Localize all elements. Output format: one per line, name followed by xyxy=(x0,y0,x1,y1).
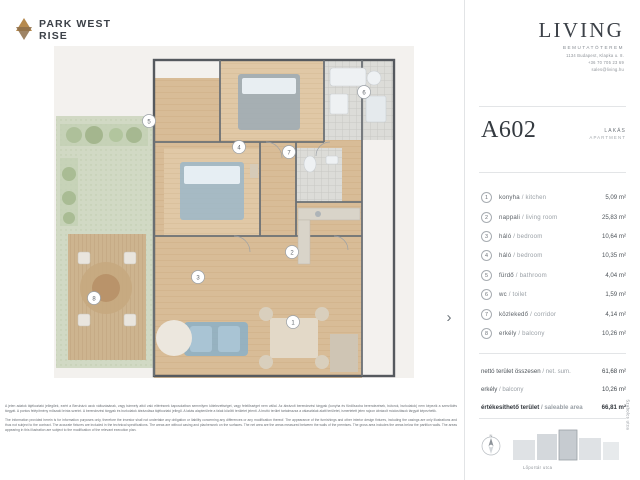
room-row xyxy=(481,266,626,285)
room-name-sep: / xyxy=(528,310,534,318)
room-name-sep: / xyxy=(511,232,518,240)
room-name xyxy=(499,194,605,201)
total-value: 66,81 m² xyxy=(601,403,626,411)
room-name xyxy=(499,272,605,279)
room-name-en: living room xyxy=(525,213,558,221)
svg-text:8: 8 xyxy=(92,296,96,303)
room-name-hu: háló xyxy=(499,232,512,240)
room-area: 1,59 m² xyxy=(605,291,626,299)
contact-phone[interactable]: +36 70 705 23 69 xyxy=(588,60,624,66)
total-row-net xyxy=(481,362,626,380)
floorplan-drawing xyxy=(34,38,430,388)
room-name xyxy=(499,233,602,240)
room-name-sep: / xyxy=(519,194,526,202)
room-name-hu: nappali xyxy=(499,213,521,221)
room-row xyxy=(481,324,626,343)
unit-label-group xyxy=(589,128,626,142)
svg-text:6: 6 xyxy=(362,90,366,97)
room-name xyxy=(499,214,602,221)
floorplan-svg xyxy=(34,38,430,388)
total-label-en: balcony xyxy=(502,385,524,393)
legal-text-hu: A jelen adatok tájékoztató jellegűek, ezért a Beruházó azok változásának, vagy bármely attól való eltérésnek kapcsolatban semmilyen kötelezettséget, vagy felelősséget nem vállal. Az ábrázolt berendezési tárgyak (konyha és fürdőszoba berendezések, bútorok, burkolatok) nem képezik a szerződés tárgyát. A pontos felépítmény műszaki leírás szerint. A berendezési tárgyak és burkolatok ábrázolása tájékoztató jellegű. A lakás alapterülete a falak közötti területet jelenti. A bruttó terület tartalmazza a válaszfalak alatti területet, ismertetett jelen rajzon ábrázolt módosítások tárgyát képezhetik. xyxy=(5,404,457,414)
room-name-en: balcony xyxy=(522,329,545,337)
room-name xyxy=(499,311,605,318)
svg-text:3: 3 xyxy=(196,275,200,282)
room-row xyxy=(481,304,626,323)
total-label-sep: / xyxy=(539,403,545,411)
total-label-hu: nettó terület összesen xyxy=(481,367,541,375)
room-area: 4,14 m² xyxy=(605,310,626,318)
unit-code: A602 xyxy=(481,117,537,143)
svg-text:1: 1 xyxy=(291,320,295,327)
total-value: 61,68 m² xyxy=(601,367,626,375)
contact-address: 1134 Budapest, Klapka u. 8. xyxy=(566,53,624,58)
legal-text-en: The information provided herein is for information purposes only, therefore the investor shall not undertake any obligation or liability concerning any differences or any modification thereof. The appearance of the furnishings and other interior design fixtures, including the casings are only illustrations and thus not subject to the contract. The accurate fixtures are included in the technical specifications. The areas are without casing and placherwork on the surfaces. The net area are the areas measured between the walls of the premises. The gross area includes the areas below the partition walls. The areas appearing in this illustration are subject to the modification of the relevant execution plan. xyxy=(5,418,457,433)
info-panel xyxy=(464,0,640,480)
room-name-hu: háló xyxy=(499,252,512,260)
room-list xyxy=(481,188,626,343)
total-row-saleable xyxy=(481,398,626,416)
divider-totals-top xyxy=(479,353,626,354)
street-label-right: Szabolcs utca xyxy=(626,399,631,430)
room-name-sep: / xyxy=(506,291,513,299)
room-name-sep: / xyxy=(511,252,518,260)
total-label-hu: értékesíthető terület xyxy=(481,403,540,411)
room-area: 25,83 m² xyxy=(601,213,626,221)
svg-text:4: 4 xyxy=(237,145,241,152)
room-number: 8 xyxy=(481,328,492,339)
room-name xyxy=(499,330,602,337)
room-name-hu: fürdő xyxy=(499,271,514,279)
room-name-en: bedroom xyxy=(517,232,543,240)
room-name-sep: / xyxy=(513,271,520,279)
site-map-blocks xyxy=(511,428,631,468)
room-number: 2 xyxy=(481,212,492,223)
total-value: 10,26 m² xyxy=(601,385,626,393)
svg-text:7: 7 xyxy=(287,150,291,157)
developer-subtitle: BEMUTATÓTEREM xyxy=(562,45,624,50)
developer-logo xyxy=(538,18,624,50)
total-label-sep: / xyxy=(540,367,546,375)
room-name-hu: wc xyxy=(499,291,507,299)
room-name-en: toilet xyxy=(512,291,527,299)
room-name-en: kitchen xyxy=(525,194,547,202)
room-row xyxy=(481,227,626,246)
room-name-sep: / xyxy=(516,329,523,337)
room-area: 5,09 m² xyxy=(605,194,626,202)
total-label-hu: erkély xyxy=(481,385,498,393)
total-label-en: net. sum. xyxy=(545,367,571,375)
room-number: 5 xyxy=(481,270,492,281)
total-label xyxy=(481,368,571,375)
total-label-en: saleable area xyxy=(544,403,583,411)
room-number: 6 xyxy=(481,289,492,300)
room-row xyxy=(481,246,626,265)
next-plan-arrow-icon[interactable]: › xyxy=(446,309,452,326)
divider-rooms-top xyxy=(479,172,626,173)
room-name xyxy=(499,252,602,259)
room-name-en: bedroom xyxy=(517,252,543,260)
total-label-sep: / xyxy=(497,385,503,393)
room-number: 4 xyxy=(481,250,492,261)
svg-text:5: 5 xyxy=(147,119,151,126)
divider-sitemap-top xyxy=(479,418,626,419)
unit-label-en: APARTMENT xyxy=(589,135,626,141)
legal-disclaimer xyxy=(5,404,457,437)
room-area: 4,04 m² xyxy=(605,271,626,279)
room-area: 10,26 m² xyxy=(601,329,626,337)
contact-email[interactable]: sales@living.hu xyxy=(591,67,624,73)
room-name-hu: konyha xyxy=(499,194,520,202)
room-name-en: corridor xyxy=(533,310,557,318)
room-number: 7 xyxy=(481,309,492,320)
total-row-balcony xyxy=(481,380,626,398)
room-row xyxy=(481,207,626,226)
unit-header xyxy=(481,118,626,142)
room-row xyxy=(481,285,626,304)
brand-line-2: RISE xyxy=(39,30,68,43)
total-label xyxy=(481,386,523,393)
unit-label-hu: LAKÁS xyxy=(604,127,626,134)
divider-top xyxy=(479,106,626,107)
brand-line-1: PARK WEST xyxy=(39,18,112,30)
compass-icon xyxy=(479,434,503,458)
room-area: 10,35 m² xyxy=(601,252,626,260)
room-name-hu: erkély xyxy=(499,329,517,337)
room-number: 3 xyxy=(481,231,492,242)
room-name-hu: közlekedő xyxy=(499,310,529,318)
room-number: 1 xyxy=(481,192,492,203)
developer-name: LIVING xyxy=(538,18,624,42)
room-name-sep: / xyxy=(520,213,526,221)
street-label-bottom: Lőportár utca xyxy=(523,465,553,470)
svg-text:N: N xyxy=(489,434,493,438)
room-row xyxy=(481,188,626,207)
svg-text:2: 2 xyxy=(290,250,294,257)
room-name xyxy=(499,291,605,298)
room-name-en: bathroom xyxy=(519,271,547,279)
totals-list xyxy=(481,362,626,416)
total-label xyxy=(481,404,583,411)
developer-contact xyxy=(566,52,624,73)
room-area: 10,64 m² xyxy=(601,232,626,240)
